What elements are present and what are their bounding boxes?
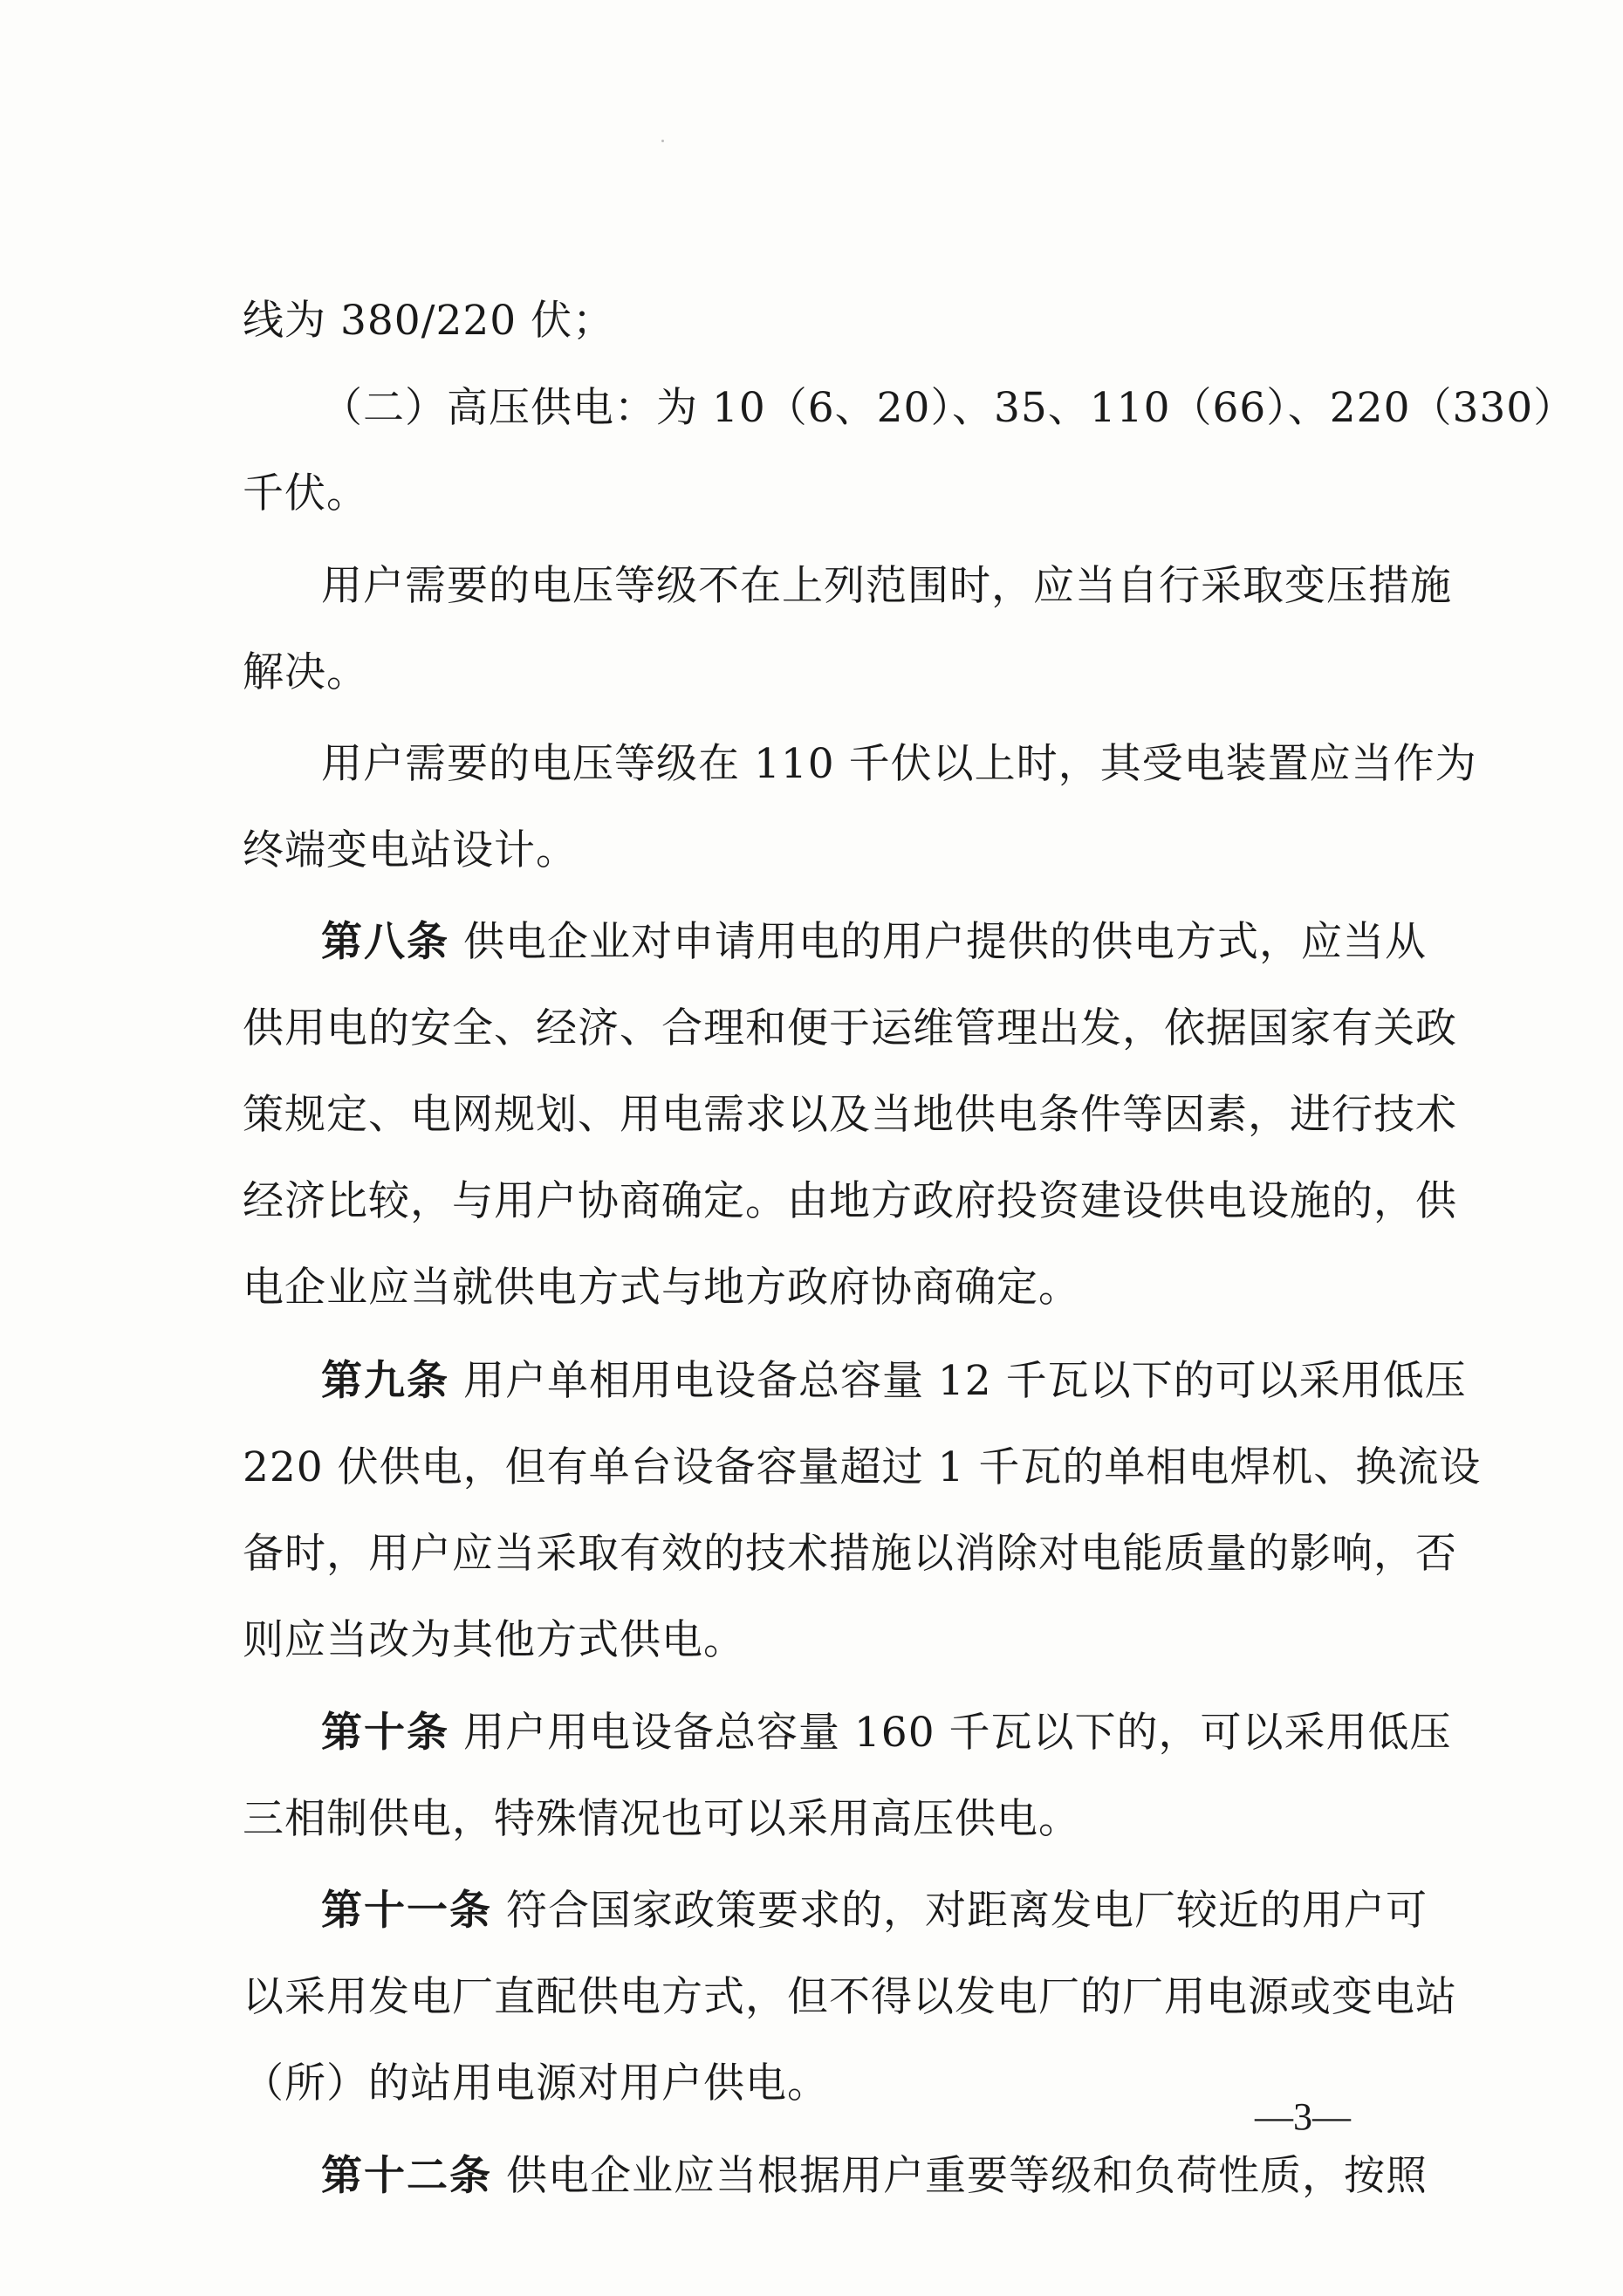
text-line: 用户需要的电压等级不在上列范围时，应当自行采取变压措施 xyxy=(321,562,1452,610)
text-line: 解决。 xyxy=(243,648,368,696)
text-line: （二）高压供电：为 10（6、20）、35、110（66）、220（330） xyxy=(321,384,1576,432)
text-line: 经济比较，与用户协商确定。由地方政府投资建设供电设施的，供 xyxy=(243,1177,1457,1225)
text-span: 符合国家政策要求的，对距离发电厂较近的用户可 xyxy=(505,1887,1428,1935)
text-line: 策规定、电网规划、用电需求以及当地供电条件等因素，进行技术 xyxy=(243,1091,1457,1139)
text-line: 用户需要的电压等级在 110 千伏以上时，其受电装置应当作为 xyxy=(321,740,1477,788)
text-span: 用户单相用电设备总容量 12 千瓦以下的可以采用低压 xyxy=(462,1357,1467,1405)
text-span: 供电企业对申请用电的用户提供的供电方式，应当从 xyxy=(462,918,1427,966)
article-8-heading: 第八条 xyxy=(321,918,449,966)
article-12-heading: 第十二条 xyxy=(321,2152,492,2200)
text-line: 220 伏供电，但有单台设备容量超过 1 千瓦的单相电焊机、换流设 xyxy=(243,1443,1482,1491)
page-number: —3— xyxy=(1255,2095,1351,2138)
text-span: 用户用电设备总容量 160 千瓦以下的，可以采用低压 xyxy=(462,1709,1452,1757)
scan-speck xyxy=(661,140,664,142)
article-10-first-line xyxy=(243,1707,1452,1759)
article-12-first-line xyxy=(243,2150,1428,2203)
article-11-heading: 第十一条 xyxy=(321,1887,492,1935)
text-line: 千伏。 xyxy=(243,469,368,517)
article-10-heading: 第十条 xyxy=(321,1709,449,1757)
text-line: （所）的站用电源对用户供电。 xyxy=(243,2060,829,2108)
article-11-first-line xyxy=(243,1885,1428,1937)
text-line: 三相制供电，特殊情况也可以采用高压供电。 xyxy=(243,1795,1080,1843)
article-9-heading: 第九条 xyxy=(321,1357,449,1405)
text-line: 终端变电站设计。 xyxy=(243,826,578,874)
text-line: 则应当改为其他方式供电。 xyxy=(243,1616,745,1664)
text-line: 电企业应当就供电方式与地方政府协商确定。 xyxy=(243,1264,1080,1312)
text-line: 备时，用户应当采取有效的技术措施以消除对电能质量的影响，否 xyxy=(243,1530,1457,1578)
text-line: 供用电的安全、经济、合理和便于运维管理出发，依据国家有关政 xyxy=(243,1004,1457,1052)
text-span: 供电企业应当根据用户重要等级和负荷性质，按照 xyxy=(505,2152,1428,2200)
text-line: 以采用发电厂直配供电方式，但不得以发电厂的厂用电源或变电站 xyxy=(243,1973,1457,2021)
article-8-first-line xyxy=(243,916,1427,969)
article-9-first-line xyxy=(243,1355,1467,1408)
text-line: 线为 380/220 伏； xyxy=(243,297,615,345)
